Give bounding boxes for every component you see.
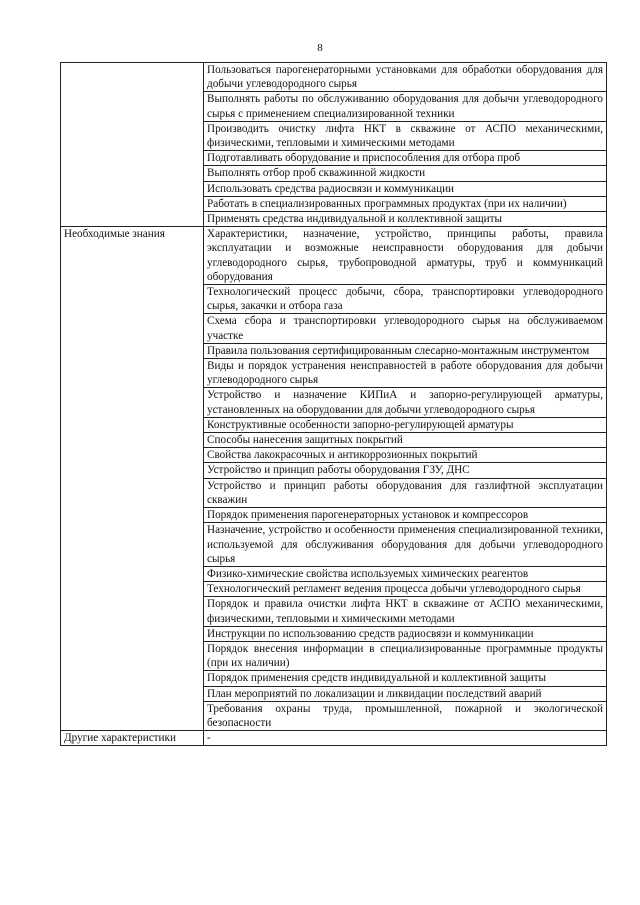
requirement-cell: Устройство и назначение КИПиА и запорно-регулирующей арматуры, установленных на оборудовании для добычи углеводородного сырья [204,388,607,417]
page-number: 8 [317,42,323,54]
requirement-cell: Порядок применения парогенераторных установок и компрессоров [204,508,607,523]
requirement-cell: Схема сбора и транспортировки углеводородного сырья на обслуживаемом участке [204,314,607,343]
requirement-cell: Пользоваться парогенераторными установками для обработки оборудования для добычи углеводородного сырья [204,63,607,92]
requirement-cell: Выполнять работы по обслуживанию оборудования для добычи углеводородного сырья с применением специализированной техники [204,92,607,121]
table-row [61,731,607,746]
requirement-cell: Способы нанесения защитных покрытий [204,433,607,448]
requirement-cell: Характеристики, назначение, устройство, принципы работы, правила эксплуатации и возможные неисправности оборудования для добычи углеводородного сырья, трубопроводной арматуры, труб и коммуникаций оборудования [204,227,607,285]
category-cell: Другие характеристики [61,731,204,746]
requirement-cell: Физико-химические свойства используемых химических реагентов [204,566,607,581]
requirement-cell: Технологический регламент ведения процесса добычи углеводородного сырья [204,582,607,597]
requirement-cell: Назначение, устройство и особенности применения специализированной техники, используемой для обслуживания оборудования для добычи углеводородного сырья [204,523,607,567]
requirement-cell: Виды и порядок устранения неисправностей в работе оборудования для добычи углеводородного сырья [204,359,607,388]
requirement-cell: Работать в специализированных программных продуктах (при их наличии) [204,196,607,211]
requirement-cell: Порядок применения средств индивидуальной и коллективной защиты [204,671,607,686]
table-body [61,63,607,746]
requirement-cell: Правила пользования сертифицированным слесарно-монтажным инструментом [204,343,607,358]
requirement-cell: Устройство и принцип работы оборудования для газлифтной эксплуатации скважин [204,478,607,507]
requirement-cell: Инструкции по использованию средств радиосвязи и коммуникации [204,626,607,641]
requirement-cell: Производить очистку лифта НКТ в скважине от АСПО механическими, физическими, тепловыми и химическими методами [204,121,607,150]
requirement-cell: Использовать средства радиосвязи и коммуникации [204,181,607,196]
requirement-cell: Свойства лакокрасочных и антикоррозионных покрытий [204,448,607,463]
requirement-cell: Порядок внесения информации в специализированные программные продукты (при их наличии) [204,641,607,670]
requirement-cell: Выполнять отбор проб скважинной жидкости [204,166,607,181]
table-row [61,227,607,285]
requirement-cell: Конструктивные особенности запорно-регулирующей арматуры [204,417,607,432]
table-row [61,63,607,92]
requirement-cell: Подготавливать оборудование и приспособления для отбора проб [204,151,607,166]
requirement-cell: - [204,731,607,746]
requirement-cell: Применять средства индивидуальной и коллективной защиты [204,212,607,227]
requirement-cell: Требования охраны труда, промышленной, пожарной и экологической безопасности [204,701,607,730]
category-cell: Необходимые знания [61,227,204,731]
requirement-cell: План мероприятий по локализации и ликвидации последствий аварий [204,686,607,701]
category-cell [61,63,204,227]
requirement-cell: Устройство и принцип работы оборудования ГЗУ, ДНС [204,463,607,478]
knowledge-skills-table [60,62,607,746]
requirement-cell: Порядок и правила очистки лифта НКТ в скважине от АСПО механическими, физическими, тепловыми и химическими методами [204,597,607,626]
requirement-cell: Технологический процесс добычи, сбора, транспортировки углеводородного сырья, закачки и отбора газа [204,285,607,314]
